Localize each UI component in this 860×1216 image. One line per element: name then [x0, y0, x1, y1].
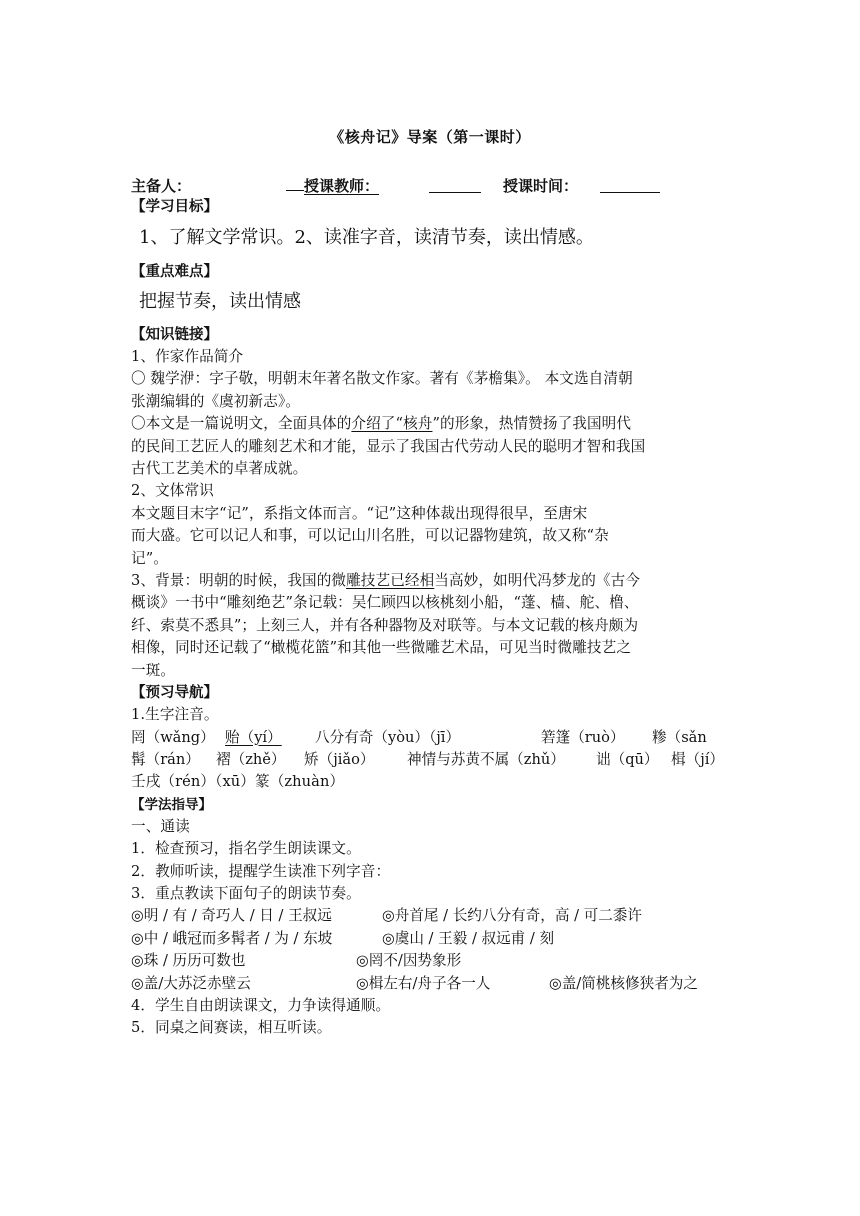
- knowledge-p4-line5: 一斑。: [131, 661, 176, 679]
- rhythm-item: ◎盖/大苏泛赤壁云: [131, 974, 251, 992]
- knowledge-p2-line2: 的民间工艺匠人的雕刻艺术和才能，显示了我国古代劳动人民的聪明才智和我国: [131, 437, 646, 455]
- rhythm-item: ◎楫左右/舟子各一人: [356, 974, 491, 992]
- method-line-2: 2．教师听读，提醒学生读准下列字音：: [131, 862, 391, 880]
- rhythm-row-3: [131, 950, 736, 972]
- method-line-4: 4．学生自由朗读课文，力争读得通顺。: [131, 996, 391, 1014]
- p4-post: 当高妙，如明代冯梦龙的《古今: [434, 572, 640, 590]
- pinyin-item: 神情与苏黄不属（zhǔ）: [407, 750, 565, 768]
- method-line-3: 3．重点教读下面句子的朗读节奏。: [131, 884, 361, 902]
- teacher-blank: [429, 177, 481, 193]
- knowledge-p3-line2: 而大盛。它可以记人和事，可以记山川名胜，可以记器物建筑，故又称“杂: [131, 527, 609, 545]
- p4-underlined: 雕技艺已经相: [346, 572, 435, 590]
- document-body: [131, 196, 736, 1040]
- rhythm-item: ◎罔不/因势象形: [356, 952, 462, 970]
- knowledge-p3-line1: 本文题目末字“记”，系指文体而言。“记”这种体裁出现得很早，至唐宋: [131, 504, 588, 522]
- knowledge-p4-line3: 纤、索莫不悉具”；上刻三人，并有各种器物及对联等。与本文记载的核舟颇为: [131, 616, 639, 634]
- teacher-label: 授课教师：: [304, 177, 380, 195]
- key-points-text: 把握节奏，读出情感: [139, 291, 301, 312]
- method-sub: 一、通读: [131, 817, 190, 835]
- rhythm-item: ◎中 / 峨冠而多髯者 / 为 / 东坡: [131, 929, 333, 947]
- teacher-field: [286, 175, 379, 196]
- rhythm-row-1: [131, 905, 736, 927]
- knowledge-p2-line3: 古代工艺美术的卓著成就。: [131, 460, 308, 478]
- rhythm-item: ◎明 / 有 / 奇巧人 / 日 / 王叔远: [131, 907, 332, 925]
- p4-pre: 3、背景：明朝的时候，我国的微: [131, 572, 347, 590]
- pinyin-row-3: 壬戌（rén）（xū）篆（zhuàn）: [131, 773, 345, 791]
- pinyin-item: 八分有奇（yòu）（jī）: [315, 728, 461, 746]
- knowledge-p1-line1: 〇 魏学洢：字子敬，明朝末年著名散文作家。著有《茅檐集》。 本文选自清朝: [131, 370, 633, 388]
- pinyin-item: 楫（jí）: [671, 750, 724, 768]
- goals-heading: 【学习目标】: [131, 199, 218, 215]
- pinyin-item: 矫（jiǎo）: [304, 750, 375, 768]
- pinyin-item: 罔（wǎng）: [131, 728, 215, 746]
- knowledge-s2-title: 2、文体常识: [131, 482, 214, 500]
- knowledge-p4-line1: [131, 570, 736, 592]
- knowledge-p4-line2: 概谈》一书中“雕刻绝艺”条记载：吴仁顾四以核桃刻小船，“蓬、樯、舵、橹、: [131, 594, 639, 612]
- p2-underlined: 介绍了“核舟: [351, 415, 433, 433]
- pinyin-item: 箬篷（ruò）: [541, 728, 625, 746]
- pinyin-item: 糁（sǎn: [652, 728, 707, 746]
- pinyin-item: 贻（yí）: [225, 728, 282, 746]
- pinyin-item: 髯（rán）: [131, 750, 200, 768]
- method-heading: 【学法指导】: [131, 796, 212, 813]
- method-line-1: 1．检查预习，指名学生朗读课文。: [131, 840, 361, 858]
- knowledge-heading: 【知识链接】: [131, 327, 218, 343]
- knowledge-p2-line1: [131, 413, 736, 435]
- pinyin-item: 诎（qū）: [596, 750, 659, 768]
- knowledge-p4-line4: 相像，同时还记载了“橄榄花篮”和其他一些微雕艺术品，可见当时微雕技艺之: [131, 639, 632, 657]
- preview-s1-title: 1.生字注音。: [131, 706, 219, 724]
- rhythm-item: ◎珠 / 历历可数也: [131, 952, 246, 970]
- pinyin-row-1: [131, 727, 736, 749]
- goals-text: 1、了解文学常识。2、读准字音，读清节奏，读出情感。: [139, 227, 594, 248]
- pinyin-item: 褶（zhě）: [216, 750, 286, 768]
- rhythm-item: ◎盖/简桃核修狭者为之: [549, 974, 698, 992]
- p2-pre: 〇本文是一篇说明文，全面具体的: [131, 415, 352, 433]
- document-title: 《核舟记》导案（第一课时）: [329, 128, 531, 146]
- preview-heading: 【预习导航】: [131, 685, 218, 702]
- knowledge-p1-line2: 张潮编辑的《虞初新志》。: [131, 392, 301, 410]
- key-points-heading: 【重点难点】: [131, 264, 218, 280]
- rhythm-row-2: [131, 928, 736, 950]
- p2-post: ”的形象，热情赞扬了我国明代: [432, 415, 632, 433]
- knowledge-p3-line3: 记”。: [131, 549, 168, 567]
- teacher-underline-lead: [286, 175, 304, 191]
- time-blank: [600, 177, 660, 193]
- pinyin-row-2: [131, 749, 736, 771]
- rhythm-item: ◎虞山 / 王毅 / 叔远甫 / 刻: [382, 929, 555, 947]
- knowledge-s1-title: 1、作家作品简介: [131, 348, 244, 365]
- rhythm-row-4: [131, 973, 736, 995]
- time-label: 授课时间：: [503, 177, 579, 195]
- method-line-5: 5．同桌之间赛读，相互听读。: [131, 1019, 332, 1037]
- preparer-label: 主备人：: [131, 177, 192, 195]
- rhythm-item: ◎舟首尾 / 长约八分有奇，高 / 可二黍许: [382, 907, 643, 925]
